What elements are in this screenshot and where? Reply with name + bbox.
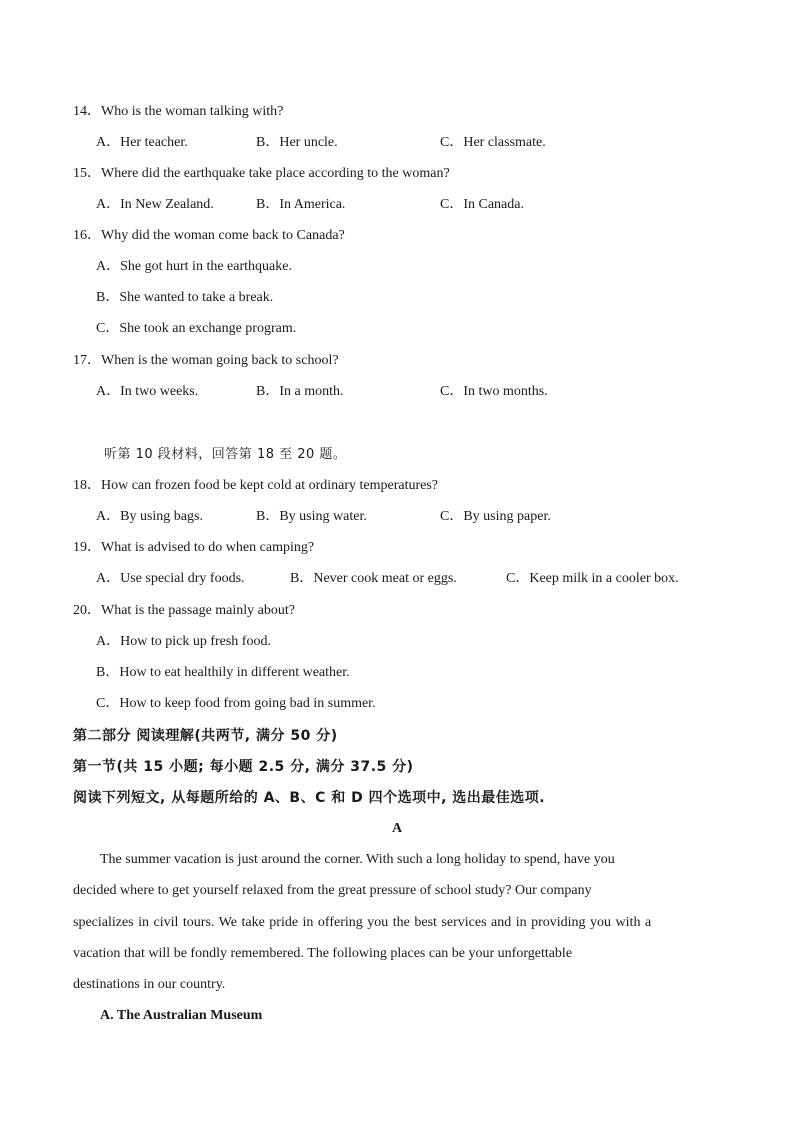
question-text: What is advised to do when camping?: [101, 540, 315, 555]
question-17: [73, 352, 339, 370]
question-number: 17．: [73, 353, 101, 368]
question-number: 18．: [73, 478, 101, 493]
passage-letter: A: [391, 821, 403, 836]
instructions: 阅读下列短文, 从每题所给的 A、B、C 和 D 四个选项中, 选出最佳选项.: [73, 790, 546, 806]
section-intro: 听第 10 段材料，回答第 18 至 20 题。: [104, 447, 347, 462]
option-a: A．How to pick up fresh food.: [96, 634, 271, 649]
option-c: C．Keep milk in a cooler box.: [506, 571, 679, 586]
question-text: Where did the earthquake take place according to the woman?: [101, 166, 450, 181]
option-b: B．Her uncle.: [256, 135, 338, 150]
subheading: A. The Australian Museum: [100, 1008, 263, 1023]
question-text: When is the woman going back to school?: [101, 353, 339, 368]
option-a: A．Her teacher.: [96, 135, 188, 150]
option-b: B．She wanted to take a break.: [96, 290, 274, 305]
question-text: What is the passage mainly about?: [101, 603, 295, 618]
question-text: Why did the woman come back to Canada?: [101, 228, 345, 243]
question-number: 20．: [73, 603, 101, 618]
question-number: 14．: [73, 104, 101, 119]
option-b: B．In America.: [256, 197, 346, 212]
question-18: [73, 477, 438, 495]
option-c: C．In two months.: [440, 384, 548, 399]
option-c: C．By using paper.: [440, 509, 551, 524]
question-16: [73, 227, 345, 245]
question-20: [73, 602, 295, 620]
option-c: C．How to keep food from going bad in summer.: [96, 696, 376, 711]
option-a: A．By using bags.: [96, 509, 203, 524]
option-a: A．She got hurt in the earthquake.: [96, 259, 292, 274]
option-b: B．By using water.: [256, 509, 367, 524]
option-b: B．How to eat healthily in different weather.: [96, 665, 350, 680]
option-a: A．In New Zealand.: [96, 197, 214, 212]
passage-line: specializes in civil tours. We take pride in offering you the best services and in providing you with a: [73, 915, 652, 930]
option-b: B．Never cook meat or eggs.: [290, 571, 457, 586]
option-a: A．Use special dry foods.: [96, 571, 245, 586]
option-a: A．In two weeks.: [96, 384, 199, 399]
option-c: C．In Canada.: [440, 197, 524, 212]
part-heading: 第二部分 阅读理解(共两节, 满分 50 分): [73, 728, 338, 744]
option-c: C．She took an exchange program.: [96, 321, 297, 336]
question-number: 15．: [73, 166, 101, 181]
passage-line: decided where to get yourself relaxed from the great pressure of school study? Our company: [73, 883, 592, 898]
passage-line: vacation that will be fondly remembered. The following places can be your unforgettable: [73, 946, 573, 961]
option-b: B．In a month.: [256, 384, 344, 399]
question-15: [73, 165, 450, 183]
passage-line: The summer vacation is just around the corner. With such a long holiday to spend, have you: [100, 852, 615, 867]
question-text: Who is the woman talking with?: [101, 104, 284, 119]
question-number: 19．: [73, 540, 101, 555]
section-heading: 第一节(共 15 小题; 每小题 2.5 分, 满分 37.5 分): [73, 759, 414, 775]
passage-line: destinations in our country.: [73, 977, 226, 992]
question-text: How can frozen food be kept cold at ordinary temperatures?: [101, 478, 439, 493]
option-c: C．Her classmate.: [440, 135, 546, 150]
question-19: [73, 539, 314, 557]
question-14: [73, 103, 283, 121]
question-number: 16．: [73, 228, 101, 243]
